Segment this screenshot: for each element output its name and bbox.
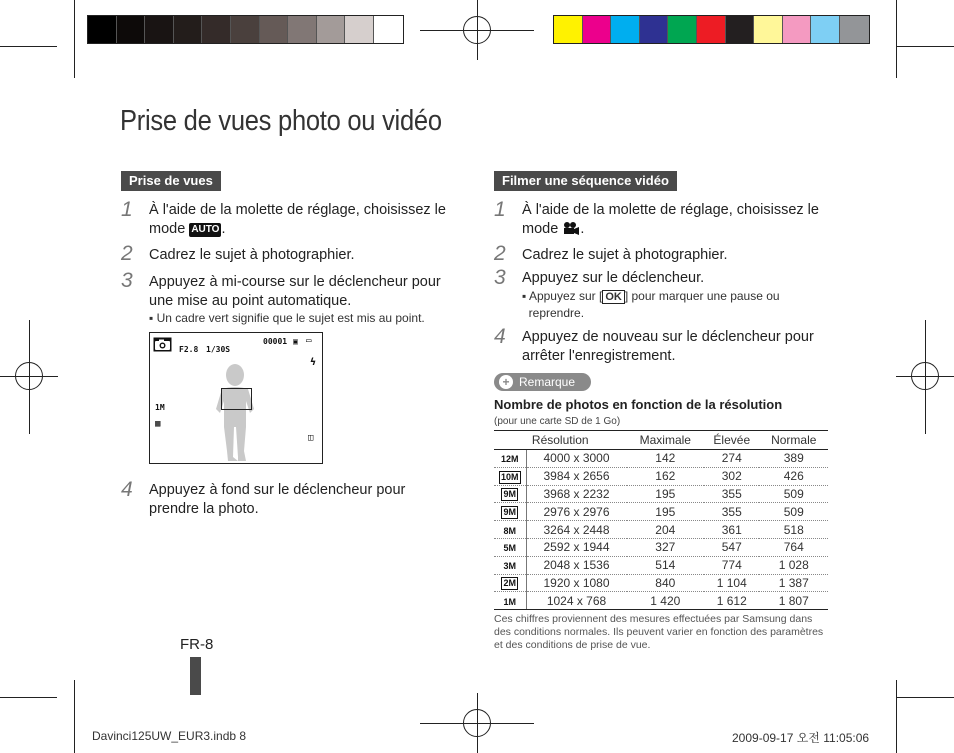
maximale-cell: 195 xyxy=(627,503,705,521)
color-swatch xyxy=(611,16,640,43)
resolution-icon-cell xyxy=(494,521,526,539)
resolution-icon-cell xyxy=(494,503,526,521)
page-tab-bar xyxy=(190,657,201,695)
registration-circle xyxy=(463,709,491,737)
gray-swatch xyxy=(288,16,317,43)
color-swatch xyxy=(840,16,869,43)
column-header: Résolution xyxy=(494,431,627,450)
gray-swatch xyxy=(345,16,374,43)
slug-filename: Davinci125UW_EUR3.indb 8 xyxy=(92,729,247,743)
elevee-cell: 547 xyxy=(704,538,759,556)
resolution-icon-cell xyxy=(494,485,526,503)
crop-mark xyxy=(74,0,75,78)
step-text: Appuyez à fond sur le déclencheur pour prendre la photo. xyxy=(149,482,406,517)
gray-swatch xyxy=(88,16,117,43)
resolution-cell: 3984 x 2656 xyxy=(526,467,627,485)
shot-counter: 00001 xyxy=(263,337,288,346)
step-text: Appuyez sur le déclencheur. xyxy=(522,270,705,286)
column-header: Maximale xyxy=(627,431,705,450)
table-row xyxy=(494,574,828,592)
grayscale-strip xyxy=(87,15,404,44)
crop-mark xyxy=(0,46,57,47)
registration-circle xyxy=(15,362,43,390)
maximale-cell: 1 420 xyxy=(627,592,705,610)
quality-icon: ▦ xyxy=(155,419,161,429)
color-swatch xyxy=(697,16,726,43)
normale-cell: 764 xyxy=(759,538,828,556)
crop-mark xyxy=(74,680,75,753)
resolution-9m-icon: 9M xyxy=(503,489,516,500)
table-row xyxy=(494,485,828,503)
step-number: 2 xyxy=(121,242,133,265)
elevee-cell: 774 xyxy=(704,556,759,574)
crop-mark xyxy=(896,0,897,78)
elevee-cell: 274 xyxy=(704,450,759,468)
note-label: Remarque xyxy=(494,373,591,391)
resolution-cell: 3968 x 2232 xyxy=(526,485,627,503)
normale-cell: 1 807 xyxy=(759,592,828,610)
step-number: 1 xyxy=(121,198,133,221)
gray-swatch xyxy=(260,16,289,43)
note-plus-icon: + xyxy=(499,375,513,389)
color-swatch xyxy=(783,16,812,43)
resolution-8m-icon: 8M xyxy=(503,525,516,536)
step-number: 3 xyxy=(121,269,133,292)
resolution-icon-cell xyxy=(494,574,526,592)
elevee-cell: 355 xyxy=(704,485,759,503)
step-text: Appuyez à mi-course sur le déclencheur pour une mise au point automatique. xyxy=(149,274,441,309)
slug-date: 2009-09-17 오전 11:05:06 xyxy=(732,731,870,745)
resolution-3m-icon: 3M xyxy=(503,561,516,572)
shutter-readout: 1/30S xyxy=(206,345,231,354)
page-title: Prise de vues photo ou vidéo xyxy=(120,105,442,137)
gray-swatch xyxy=(117,16,146,43)
maximale-cell: 195 xyxy=(627,485,705,503)
resolution-cell: 4000 x 3000 xyxy=(526,450,627,468)
gray-swatch xyxy=(202,16,231,43)
table-row xyxy=(494,467,828,485)
crop-mark xyxy=(896,697,954,698)
crop-mark xyxy=(896,680,897,753)
resolution-icon-cell xyxy=(494,467,526,485)
focus-frame xyxy=(221,388,252,410)
crop-mark xyxy=(0,697,57,698)
registration-circle xyxy=(463,16,491,44)
resolution-10m-icon: 10M xyxy=(500,471,519,482)
column-header: Élevée xyxy=(704,431,759,450)
color-swatch xyxy=(640,16,669,43)
column-header: Normale xyxy=(759,431,828,450)
maximale-cell: 514 xyxy=(627,556,705,574)
normale-cell: 509 xyxy=(759,485,828,503)
section-heading-photo: Prise de vues xyxy=(121,171,221,191)
resolution-5m-icon: 5M xyxy=(503,543,516,554)
video-camera-icon xyxy=(562,221,580,235)
gray-swatch xyxy=(374,16,403,43)
bullet-note: ▪ Un cadre vert signifie que le sujet est mis au point. xyxy=(149,311,425,325)
table-footnote: Ces chiffres proviennent des mesures effectuées par Samsung dans des conditions normales. Ils peuvent varier en fonction des paramètres et des conditions de prise de vue. xyxy=(494,613,824,651)
step-number: 2 xyxy=(494,242,506,265)
step-number: 4 xyxy=(494,325,506,348)
normale-cell: 518 xyxy=(759,521,828,539)
section-heading-video: Filmer une séquence vidéo xyxy=(494,171,677,191)
resolution-9m-icon: 9M xyxy=(503,507,516,518)
elevee-cell: 1 104 xyxy=(704,574,759,592)
color-swatch xyxy=(668,16,697,43)
resolution-cell: 2592 x 1944 xyxy=(526,538,627,556)
elevee-cell: 1 612 xyxy=(704,592,759,610)
resolution-icon-cell xyxy=(494,592,526,610)
maximale-cell: 327 xyxy=(627,538,705,556)
ok-button-icon: OK xyxy=(602,290,625,304)
step-text: À l'aide de la molette de réglage, choisissez le mode AUTO . xyxy=(149,202,446,237)
camera-mode-icon xyxy=(153,337,172,352)
resolution-2m-icon: 2M xyxy=(503,578,516,589)
timer-icon: ◫ xyxy=(308,433,314,443)
resolution-cell: 3264 x 2448 xyxy=(526,521,627,539)
memory-card-icon: ▣ xyxy=(293,337,298,346)
color-swatch xyxy=(754,16,783,43)
battery-icon: ▭ xyxy=(306,336,312,346)
aperture-readout: F2.8 xyxy=(179,345,199,354)
elevee-cell: 355 xyxy=(704,503,759,521)
normale-cell: 1 387 xyxy=(759,574,828,592)
resolution-cell: 2976 x 2976 xyxy=(526,503,627,521)
gray-swatch xyxy=(231,16,260,43)
table-row xyxy=(494,556,828,574)
bullet-note: ▪ Appuyez sur [ OK ] pour marquer une pause ou reprendre. xyxy=(522,289,780,320)
step-number: 1 xyxy=(494,198,506,221)
color-swatch xyxy=(811,16,840,43)
resolution-icon-cell xyxy=(494,538,526,556)
page-number: FR-8 xyxy=(180,636,214,653)
color-swatch xyxy=(554,16,583,43)
table-row xyxy=(494,503,828,521)
step-text: Appuyez de nouveau sur le déclencheur pour arrêter l'enregistrement. xyxy=(522,329,814,364)
resolution-cell: 1920 x 1080 xyxy=(526,574,627,592)
step-number: 4 xyxy=(121,478,133,501)
normale-cell: 509 xyxy=(759,503,828,521)
resolution-cell: 1024 x 768 xyxy=(526,592,627,610)
step-text: Cadrez le sujet à photographier. xyxy=(149,247,355,263)
normale-cell: 1 028 xyxy=(759,556,828,574)
resolution-12m-icon: 12M xyxy=(500,454,519,465)
maximale-cell: 142 xyxy=(627,450,705,468)
step-number: 3 xyxy=(494,266,506,289)
table-title: Nombre de photos en fonction de la résolution xyxy=(494,397,783,412)
elevee-cell: 302 xyxy=(704,467,759,485)
gray-swatch xyxy=(145,16,174,43)
color-swatch xyxy=(583,16,612,43)
auto-mode-icon: AUTO xyxy=(191,224,220,235)
resolution-icon-cell xyxy=(494,450,526,468)
elevee-cell: 361 xyxy=(704,521,759,539)
table-subtitle: (pour une carte SD de 1 Go) xyxy=(494,416,621,427)
camera-screen-illustration xyxy=(149,332,323,464)
table-row xyxy=(494,538,828,556)
normale-cell: 426 xyxy=(759,467,828,485)
resolution-1m-icon: 1M xyxy=(503,596,516,607)
maximale-cell: 162 xyxy=(627,467,705,485)
table-row xyxy=(494,450,828,468)
person-silhouette xyxy=(210,361,260,465)
step-text: Cadrez le sujet à photographier. xyxy=(522,247,728,263)
maximale-cell: 204 xyxy=(627,521,705,539)
table-row xyxy=(494,521,828,539)
table-row xyxy=(494,592,828,610)
color-strip xyxy=(553,15,870,44)
resolution-table xyxy=(494,430,828,610)
gray-swatch xyxy=(317,16,346,43)
maximale-cell: 840 xyxy=(627,574,705,592)
color-swatch xyxy=(726,16,755,43)
crop-mark xyxy=(896,46,954,47)
gray-swatch xyxy=(174,16,203,43)
table-header-row xyxy=(494,431,828,450)
registration-circle xyxy=(911,362,939,390)
image-size-icon: 1M xyxy=(155,403,165,412)
normale-cell: 389 xyxy=(759,450,828,468)
step-text: À l'aide de la molette de réglage, choisissez le mode . xyxy=(522,202,819,237)
resolution-icon-cell xyxy=(494,556,526,574)
flash-icon: ϟ xyxy=(310,357,317,368)
resolution-cell: 2048 x 1536 xyxy=(526,556,627,574)
